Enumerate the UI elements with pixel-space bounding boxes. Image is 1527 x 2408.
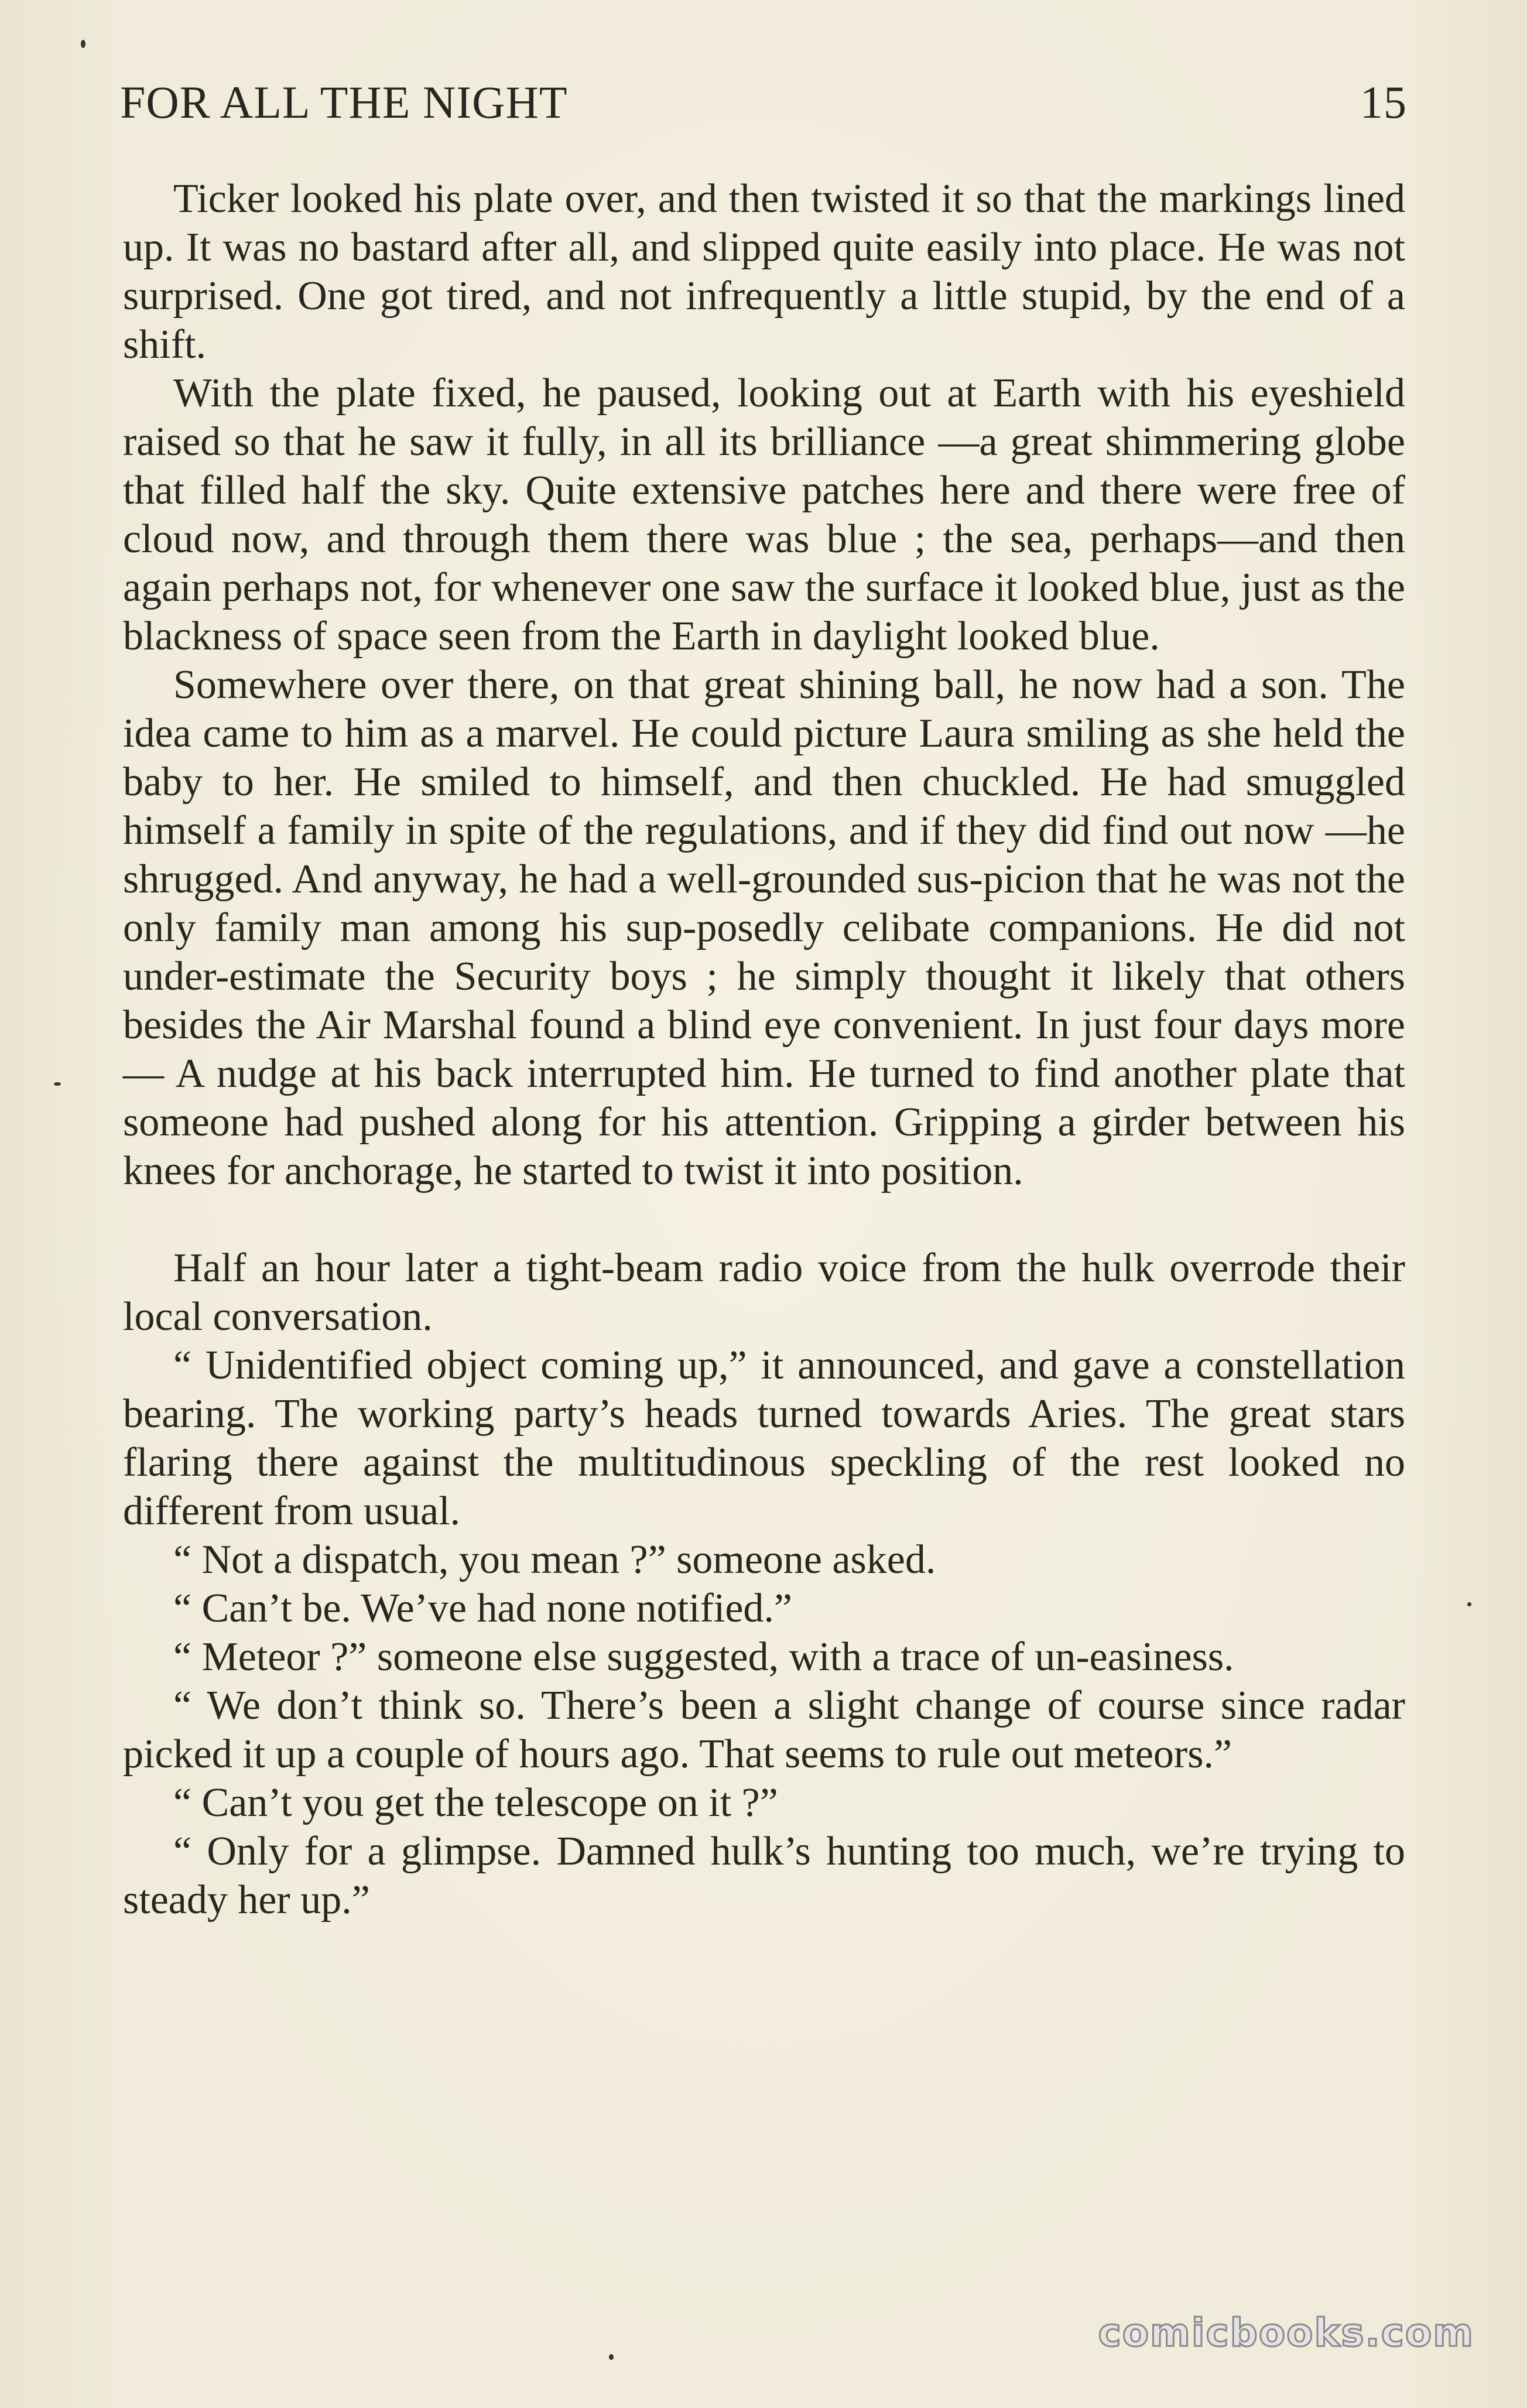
paragraph: “ Can’t you get the telescope on it ?” [173,1780,778,1825]
running-head [120,76,1407,135]
paper-speck [81,40,85,48]
paragraph: “ Can’t be. We’ve had none notified.” [173,1586,792,1631]
paragraph: Half an hour later a tight-beam radio voice from the hulk overrode their local conversation. [123,1246,1405,1339]
paragraph: Ticker looked his plate over, and then twisted it so that the markings lined up. It was no bastard after all, and slipped quite easily into place. He was not surprised. One got tired, and not infrequently a little stupid, by the end of a shift. [123,176,1405,367]
paper-speck [54,1082,61,1086]
body-text [123,175,1405,1924]
paper-speck [1467,1602,1471,1606]
paragraph: With the plate fixed, he paused, looking out at Earth with his eyeshield raised so that he saw it fully, in all its brilliance —a great shimmering globe that filled half the sky. Quite extensive patches here and there were free of cloud now, and through them there was blue ; the sea, perhaps—and then again perhaps not, for whenever one saw the surface it looked blue, just as the blackness of space seen from the Earth in daylight looked blue. [123,371,1405,659]
paragraph: “ Only for a glimpse. Damned hulk’s hunting too much, we’re trying to steady her up.” [123,1829,1405,1923]
paragraph: Somewhere over there, on that great shining ball, he now had a son. The idea came to him as a marvel. He could picture Laura smiling as she held the baby to her. He smiled to himself, and then chuckled. He had smuggled himself a family in spite of the regulations, and if they did find out now —he shrugged. And anyway, he had a well-grounded sus-picion that he was not the only family man among his sup-posedly celibate companions. He did not under-estimate the Security boys ; he simply thought it likely that others besides the Air Marshal found a blind eye convenient. In just four days more— A nudge at his back interrupted him. He turned to find another plate that someone had pushed along for his attention. Gripping a girder between his knees for anchorage, he started to twist it into position. [123,662,1405,1193]
watermark: comicbooks.com [1098,2310,1474,2355]
paragraph: “ We don’t think so. There’s been a slight change of course since radar picked it up a couple of hours ago. That seems to rule out meteors.” [123,1683,1405,1777]
paper-speck [609,2354,614,2360]
running-title: FOR ALL THE NIGHT [120,77,568,128]
paragraph: “ Meteor ?” someone else suggested, with a trace of un-easiness. [173,1634,1234,1680]
paragraph: “ Unidentified object coming up,” it announced, and gave a constellation bearing. The working party’s heads turned towards Aries. The great stars flaring there against the multitudinous speckling of the rest looked no different from usual. [123,1343,1405,1534]
paragraph: “ Not a dispatch, you mean ?” someone asked. [173,1537,936,1582]
page-number: 15 [1360,77,1407,128]
